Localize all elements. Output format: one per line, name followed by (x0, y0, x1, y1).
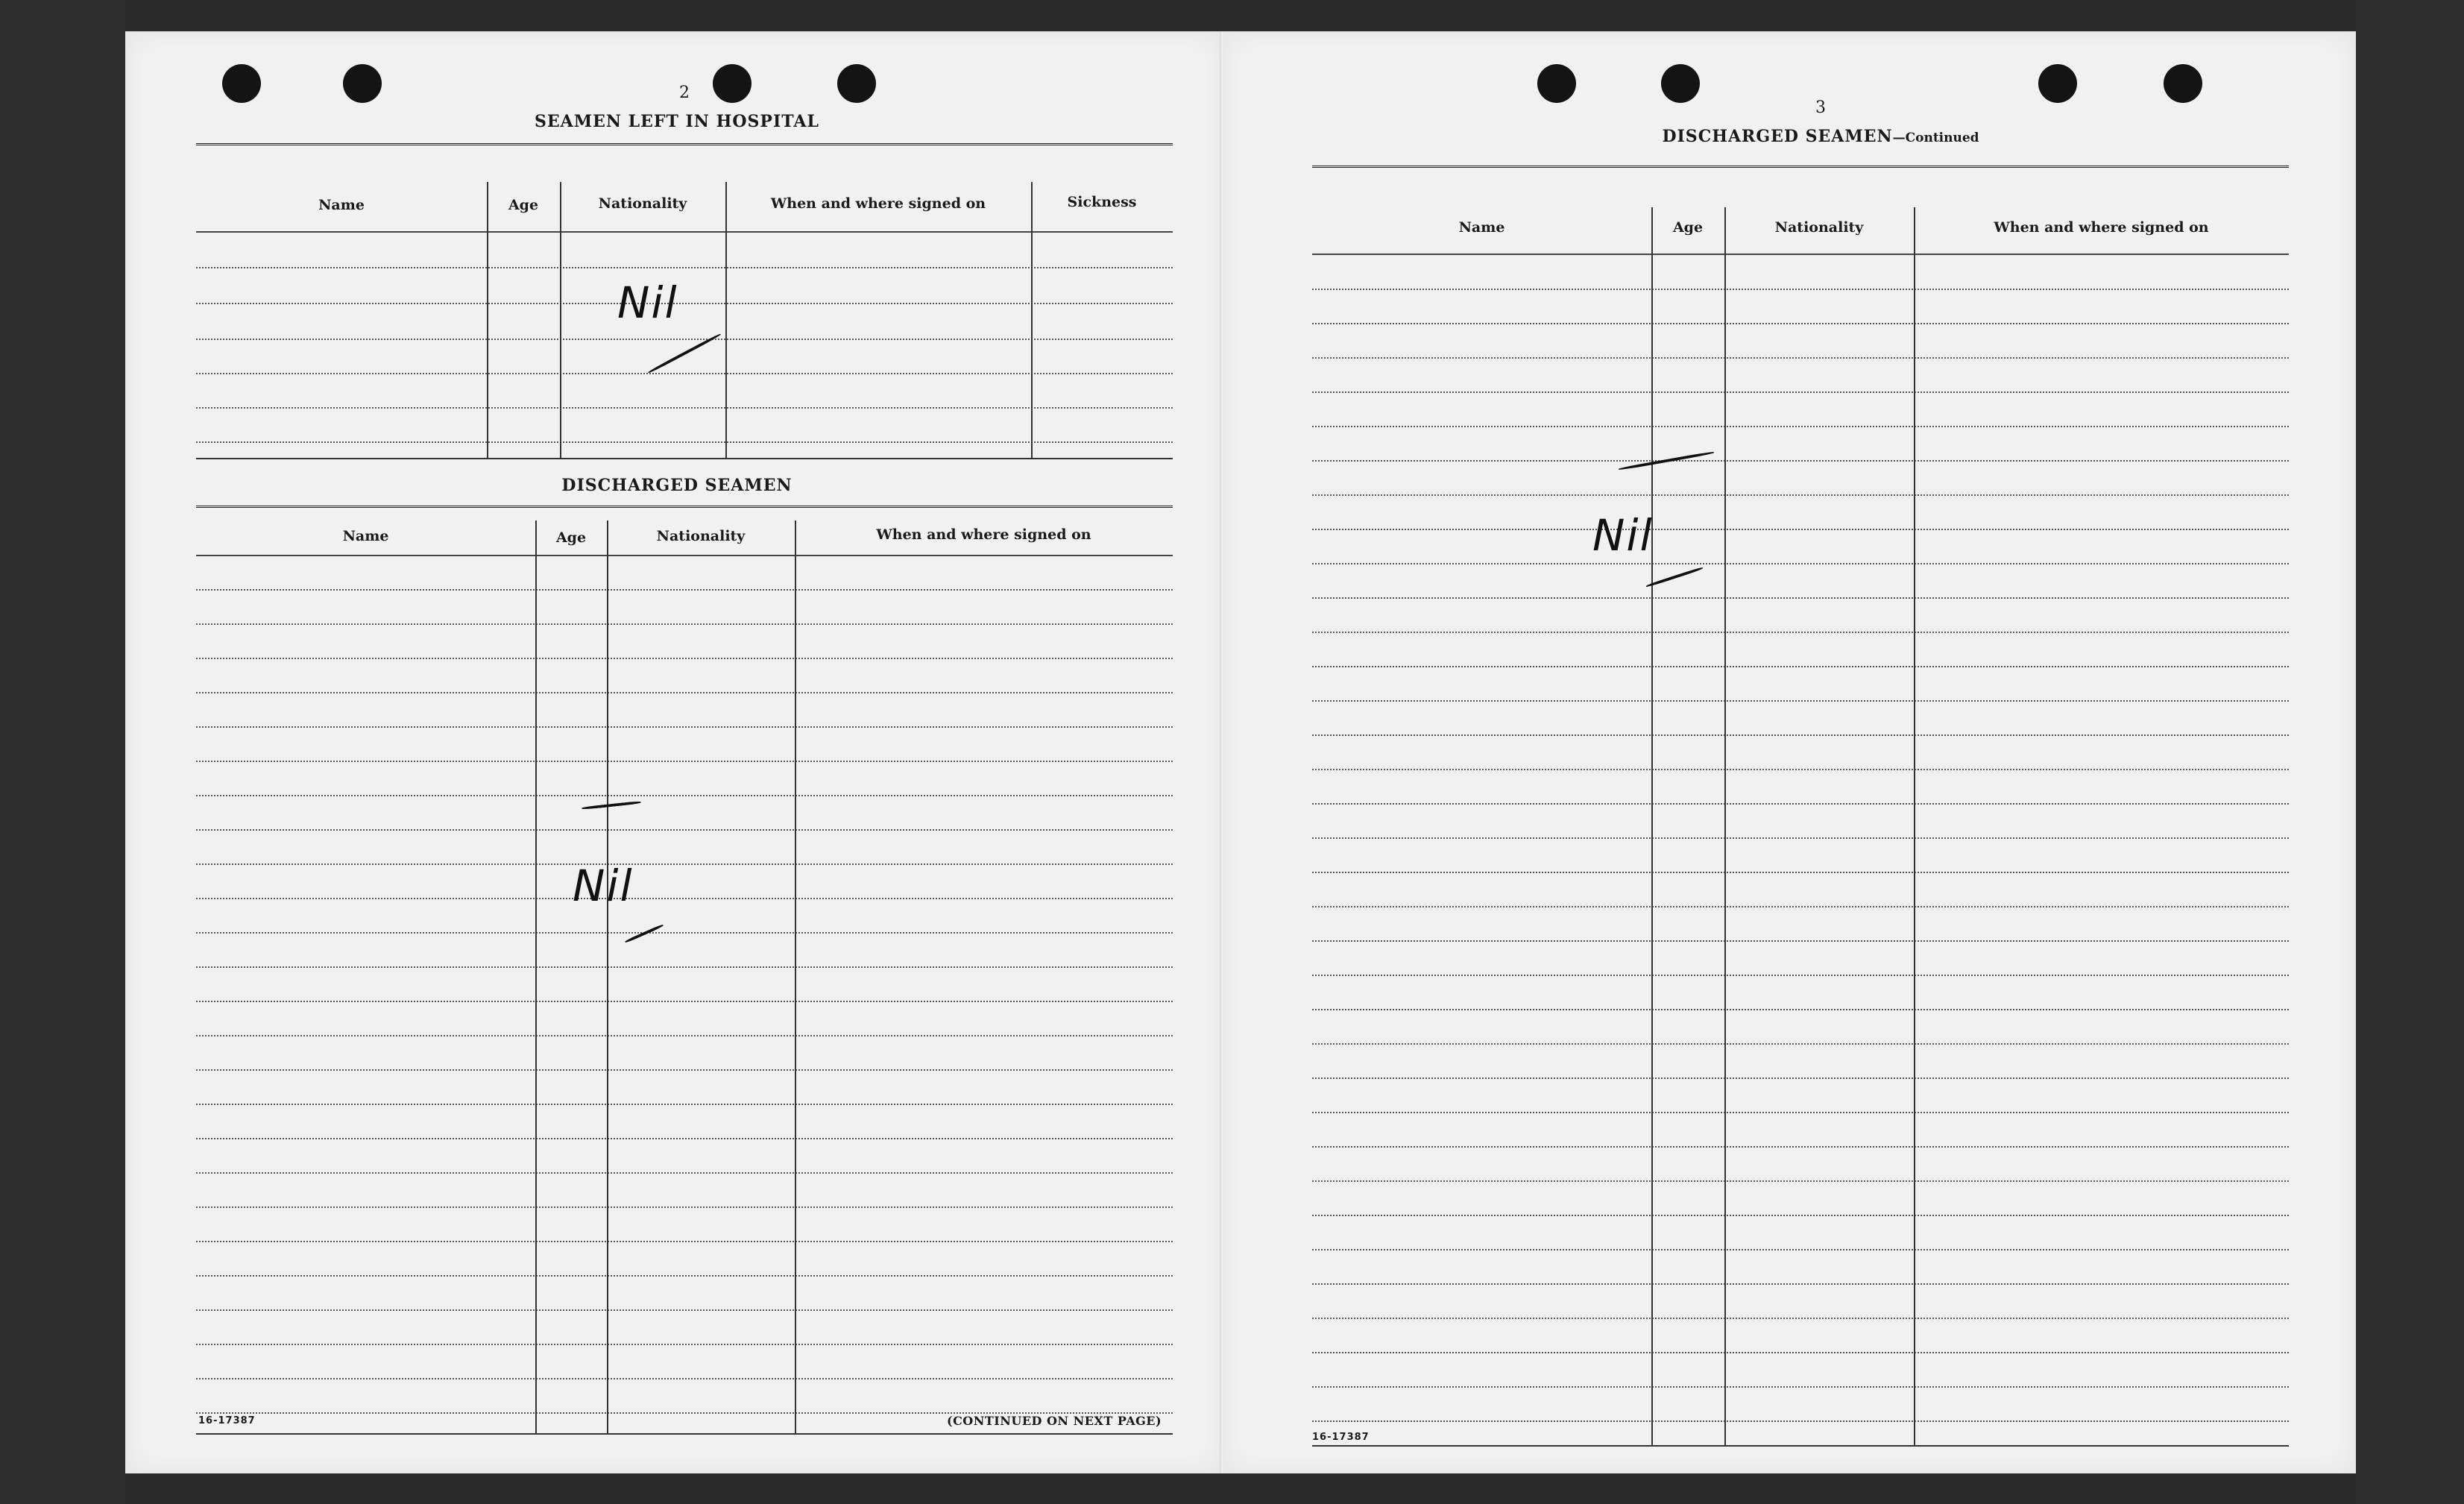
continued-note: (CONTINUED ON NEXT PAGE) (947, 1414, 1162, 1428)
ruled-line (1312, 1215, 2289, 1216)
ruled-line (196, 1344, 1173, 1345)
ruled-line (1312, 837, 2289, 839)
form-number: 16-17387 (1312, 1432, 1370, 1443)
form-number: 16-17387 (198, 1415, 256, 1426)
col-age: Age (555, 529, 587, 546)
ruled-line (1312, 803, 2289, 805)
col-nationality: Nationality (598, 195, 687, 212)
title-suffix: —Continued (1892, 130, 1979, 145)
ruled-line (1312, 529, 2289, 530)
punch-hole (1661, 64, 1700, 103)
ruled-line (196, 1275, 1173, 1277)
nil-handwriting: Nil (573, 860, 634, 911)
scanner-edge-right (2356, 0, 2464, 1504)
col-nationality: Nationality (1774, 219, 1864, 236)
ruled-line (196, 761, 1173, 762)
ruled-line (196, 1241, 1173, 1242)
ruled-line (1312, 1386, 2289, 1388)
ruled-line (1312, 1180, 2289, 1182)
col-age: Age (508, 197, 539, 213)
ruled-line (1312, 357, 2289, 359)
punch-hole (1537, 64, 1576, 103)
ruled-line (196, 1378, 1173, 1379)
ruled-line (1312, 734, 2289, 736)
ruled-line (1312, 391, 2289, 393)
ruled-line (1312, 1112, 2289, 1113)
hospital-table (196, 143, 1173, 459)
discharged-table (196, 506, 1173, 1438)
title-text: DISCHARGED SEAMEN (1662, 127, 1893, 146)
punch-hole (343, 64, 382, 103)
ruled-line (196, 1206, 1173, 1208)
punch-hole (837, 64, 876, 103)
ruled-line (1312, 632, 2289, 633)
ruled-line (196, 692, 1173, 693)
punch-hole (2038, 64, 2077, 103)
ruled-line (1312, 494, 2289, 496)
col-signed-on: When and where signed on (876, 526, 1091, 543)
col-nationality: Nationality (656, 528, 746, 544)
col-name: Name (318, 197, 365, 213)
ruled-line (196, 589, 1173, 591)
ruled-line (196, 1138, 1173, 1139)
hospital-section-title: SEAMEN LEFT IN HOSPITAL (535, 112, 819, 131)
nil-handwriting: Nil (1592, 510, 1654, 561)
ruled-line (1312, 289, 2289, 290)
discharged-continued-title (1642, 127, 2000, 146)
ruled-line (196, 898, 1173, 899)
ruled-line (196, 1104, 1173, 1105)
ruled-line (1312, 1146, 2289, 1148)
ruled-line (1312, 1283, 2289, 1285)
ruled-line (196, 1001, 1173, 1002)
ruled-line (196, 1172, 1173, 1174)
right-page (1223, 31, 2356, 1473)
col-signed-on: When and where signed on (770, 195, 986, 212)
punch-hole (713, 64, 752, 103)
ruled-line (1312, 1043, 2289, 1045)
ruled-line (1312, 940, 2289, 942)
scanner-edge-left (0, 0, 125, 1504)
discharged-section-title: DISCHARGED SEAMEN (561, 476, 793, 495)
page-number: 2 (679, 84, 690, 102)
ruled-line (1312, 563, 2289, 564)
ruled-line (1312, 426, 2289, 427)
ruled-line (1312, 906, 2289, 907)
punch-hole (222, 64, 261, 103)
ruled-line (1312, 1318, 2289, 1319)
ruled-line (196, 863, 1173, 865)
ruled-line (196, 829, 1173, 831)
ruled-line (1312, 460, 2289, 462)
ruled-line (196, 932, 1173, 934)
ruled-line (1312, 1352, 2289, 1353)
ruled-line (196, 1035, 1173, 1036)
ruled-line (196, 795, 1173, 796)
ruled-line (1312, 769, 2289, 770)
ruled-line (1312, 1077, 2289, 1079)
col-name: Name (1458, 219, 1505, 236)
col-signed-on: When and where signed on (1994, 219, 2209, 236)
ruled-line (196, 623, 1173, 625)
ruled-line (196, 966, 1173, 968)
ruled-line (1312, 1009, 2289, 1010)
ruled-line (1312, 666, 2289, 667)
page-number: 3 (1815, 98, 1826, 117)
left-page (125, 31, 1223, 1473)
ruled-line (196, 1069, 1173, 1071)
col-name: Name (342, 528, 389, 544)
ruled-line (1312, 323, 2289, 324)
ruled-line (1312, 872, 2289, 873)
col-age: Age (1672, 219, 1704, 236)
ruled-line (1312, 1249, 2289, 1250)
ruled-line (1312, 975, 2289, 976)
ruled-line (196, 658, 1173, 659)
punch-hole (2164, 64, 2202, 103)
ruled-line (1312, 700, 2289, 702)
ruled-line (196, 726, 1173, 728)
ruled-line (1312, 597, 2289, 599)
discharged-continued-table (1312, 166, 2289, 1448)
col-sickness: Sickness (1067, 194, 1137, 210)
nil-handwriting: Nil (617, 277, 678, 328)
ruled-line (1312, 1420, 2289, 1422)
ruled-line (196, 1309, 1173, 1311)
